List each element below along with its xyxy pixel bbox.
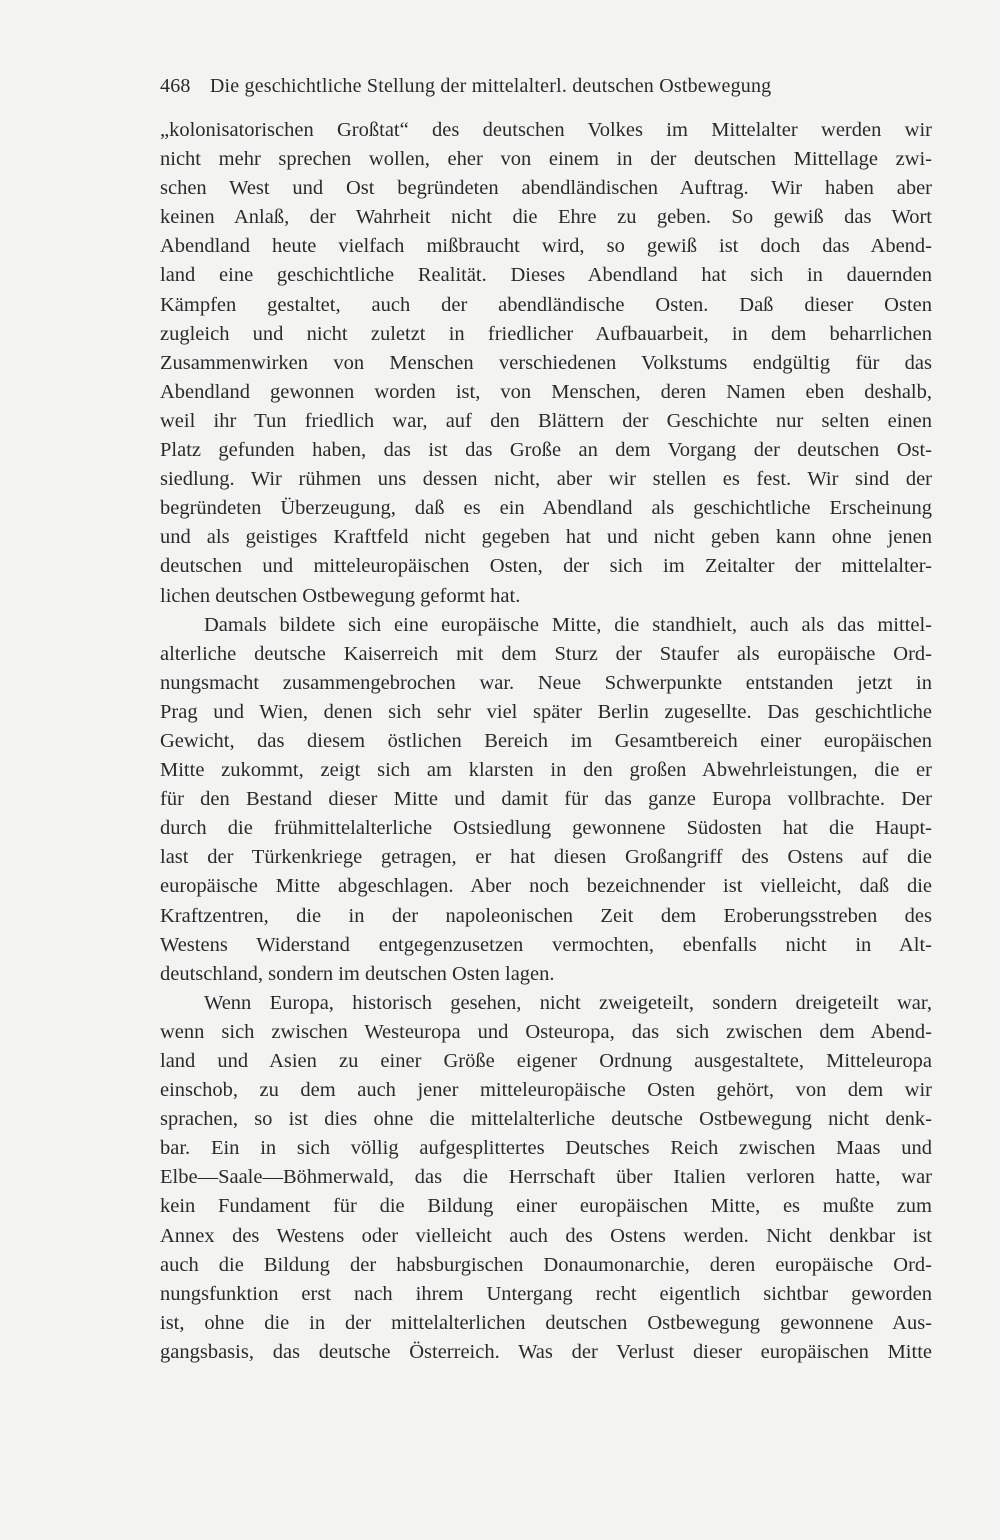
text-line: begründeten Überzeugung, daß es ein Abendland als geschichtliche Erscheinung xyxy=(160,497,932,520)
text-line: nicht mehr sprechen wollen, eher von einem in der deutschen Mittellage zwi- xyxy=(160,148,932,171)
text-line: alterliche deutsche Kaiserreich mit dem Sturz der Staufer als europäische Ord- xyxy=(160,642,932,665)
page-number: 468 xyxy=(160,75,191,97)
text-line: Prag und Wien, denen sich sehr viel später Berlin zugesellte. Das geschichtliche xyxy=(160,700,932,723)
running-title: Die geschichtliche Stellung der mittelalterl. deutschen Ostbewegung xyxy=(209,75,772,97)
text-line: bar. Ein in sich völlig aufgesplittertes Deutsches Reich zwischen Maas und xyxy=(160,1137,932,1160)
text-line: siedlung. Wir rühmen uns dessen nicht, aber wir stellen es fest. Wir sind der xyxy=(160,468,932,491)
text-line: deutschen und mitteleuropäischen Osten, der sich im Zeitalter der mittelalter- xyxy=(160,555,932,578)
text-line: Kämpfen gestaltet, auch der abendländische Osten. Daß dieser Osten xyxy=(160,293,932,316)
text-line: kein Fundament für die Bildung einer europäischen Mitte, es mußte zum xyxy=(160,1195,932,1218)
text-line: Kraftzentren, die in der napoleonischen Zeit dem Eroberungsstreben des xyxy=(160,904,932,927)
text-line: Elbe—Saale—Böhmerwald, das die Herrschaft über Italien verloren hatte, war xyxy=(160,1166,932,1189)
text-line: Abendland gewonnen worden ist, von Menschen, deren Namen eben deshalb, xyxy=(160,380,932,403)
running-header xyxy=(160,70,940,102)
text-line: gangsbasis, das deutsche Österreich. Was der Verlust dieser europäischen Mitte xyxy=(160,1340,932,1363)
text-line: land und Asien zu einer Größe eigener Ordnung ausgestaltete, Mitteleuropa xyxy=(160,1050,932,1072)
text-line: und als geistiges Kraftfeld nicht gegeben hat und nicht geben kann ohne jenen xyxy=(160,526,932,549)
text-line: Damals bildete sich eine europäische Mitte, die standhielt, auch als das mittel- xyxy=(204,613,932,636)
text-line: land eine geschichtliche Realität. Dieses Abendland hat sich in dauernden xyxy=(160,264,932,287)
text-line: Annex des Westens oder vielleicht auch des Ostens werden. Nicht denkbar ist xyxy=(160,1224,932,1247)
text-line: ist, ohne die in der mittelalterlichen deutschen Ostbewegung gewonnene Aus- xyxy=(160,1311,932,1334)
text-line: keinen Anlaß, der Wahrheit nicht die Ehre zu geben. So gewiß das Wort xyxy=(160,206,932,229)
text-line: nungsmacht zusammengebrochen war. Neue Schwerpunkte entstanden jetzt in xyxy=(160,671,932,694)
body-text xyxy=(160,116,932,1367)
text-line: einschob, zu dem auch jener mitteleuropäische Osten gehört, von dem wir xyxy=(160,1079,932,1102)
text-line: Wenn Europa, historisch gesehen, nicht zweigeteilt, sondern dreigeteilt war, xyxy=(204,991,932,1014)
text-line: weil ihr Tun friedlich war, auf den Blättern der Geschichte nur selten einen xyxy=(160,409,932,432)
text-line: „kolonisatorischen Großtat“ des deutschen Volkes im Mittelalter werden wir xyxy=(160,119,932,141)
text-line: Gewicht, das diesem östlichen Bereich im Gesamtbereich einer europäischen xyxy=(160,729,932,752)
text-line: für den Bestand dieser Mitte und damit für das ganze Europa vollbrachte. Der xyxy=(160,788,932,811)
text-line: Zusammenwirken von Menschen verschiedenen Volkstums endgültig für das xyxy=(160,351,932,374)
text-line: Westens Widerstand entgegenzusetzen vermochten, ebenfalls nicht in Alt- xyxy=(160,933,932,956)
text-line: deutschland, sondern im deutschen Osten lagen. xyxy=(160,962,555,985)
text-line: Abendland heute vielfach mißbraucht wird, so gewiß ist doch das Abend- xyxy=(160,235,932,258)
text-line: sprachen, so ist dies ohne die mittelalterliche deutsche Ostbewegung nicht denk- xyxy=(160,1108,932,1131)
text-line: europäische Mitte abgeschlagen. Aber noch bezeichnender ist vielleicht, daß die xyxy=(160,875,932,898)
text-line: lichen deutschen Ostbewegung geformt hat. xyxy=(160,584,521,607)
text-line: nungsfunktion erst nach ihrem Untergang recht eigentlich sichtbar geworden xyxy=(160,1282,932,1305)
text-line: wenn sich zwischen Westeuropa und Osteuropa, das sich zwischen dem Abend- xyxy=(160,1020,932,1043)
text-line: Mitte zukommt, zeigt sich am klarsten in den großen Abwehrleistungen, die er xyxy=(160,759,932,782)
text-line: durch die frühmittelalterliche Ostsiedlung gewonnene Südosten hat die Haupt- xyxy=(160,817,932,840)
text-line: Platz gefunden haben, das ist das Große an dem Vorgang der deutschen Ost- xyxy=(160,439,932,462)
text-line: auch die Bildung der habsburgischen Donaumonarchie, deren europäische Ord- xyxy=(160,1253,932,1276)
text-line: zugleich und nicht zuletzt in friedlicher Aufbauarbeit, in dem beharrlichen xyxy=(160,322,932,345)
text-line: schen West und Ost begründeten abendländischen Auftrag. Wir haben aber xyxy=(160,177,932,200)
text-line: last der Türkenkriege getragen, er hat diesen Großangriff des Ostens auf die xyxy=(160,846,932,869)
